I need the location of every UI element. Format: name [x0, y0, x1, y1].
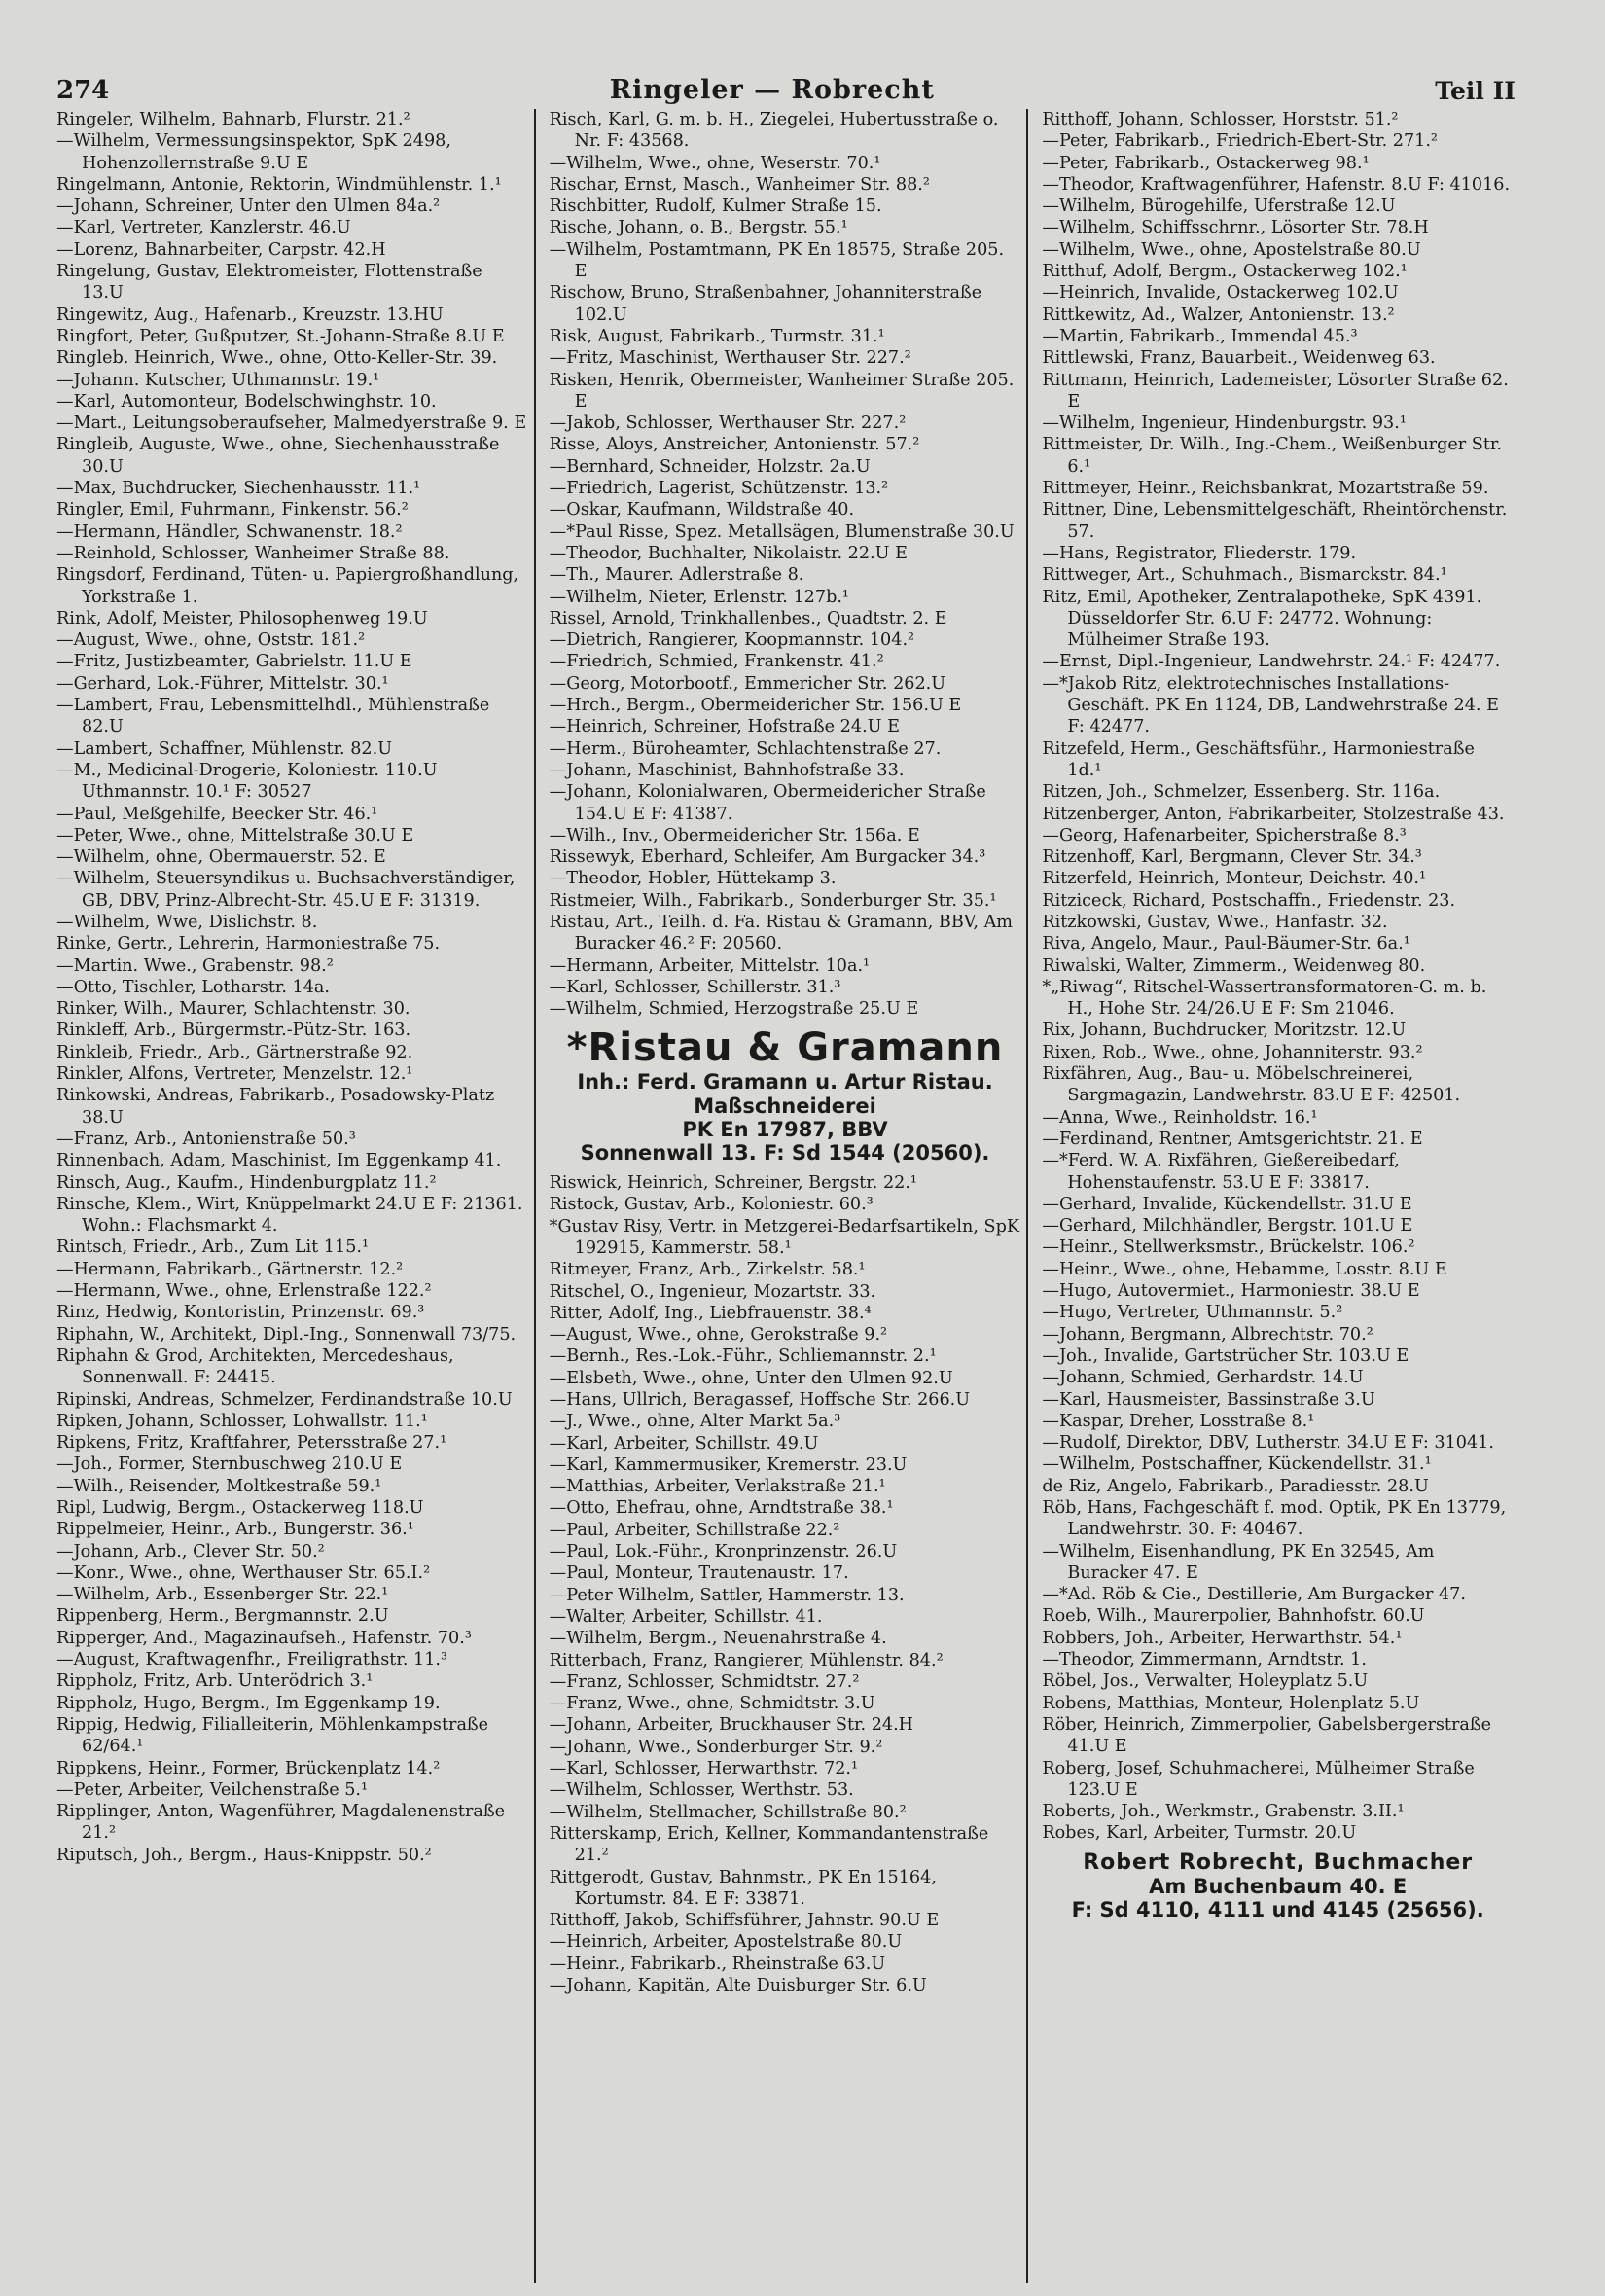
- directory-entry: Ripinski, Andreas, Schmelzer, Ferdinandstraße 10.U: [56, 1389, 513, 1410]
- directory-entry: —Peter Wilhelm, Sattler, Hammerstr. 13.: [549, 1585, 905, 1605]
- directory-entry: Rinsch, Aug., Kaufm., Hindenburgplatz 11.²: [56, 1172, 437, 1193]
- directory-entry: Ringelmann, Antonie, Rektorin, Windmühlenstr. 1.¹: [56, 174, 502, 195]
- directory-entry: —Franz, Wwe., ohne, Schmidtstr. 3.U: [549, 1694, 875, 1714]
- directory-entry: Ritmeyer, Franz, Arb., Zirkelstr. 58.¹: [549, 1260, 866, 1280]
- directory-entry: —Johann, Kapitän, Alte Duisburger Str. 6.U: [549, 1976, 927, 1996]
- directory-entry: —Elsbeth, Wwe., ohne, Unter den Ulmen 92.U: [549, 1368, 953, 1388]
- directory-entry: —Peter, Wwe., ohne, Mittelstraße 30.U E: [56, 825, 414, 845]
- directory-entry: Ringleb. Heinrich, Wwe., ohne, Otto-Keller-Str. 39.: [56, 348, 498, 369]
- directory-entry: —Mart., Leitungsoberaufseher, Malmedyerstraße 9. E: [56, 413, 527, 434]
- directory-entry: Risk, August, Fabrikarb., Turmstr. 31.¹: [549, 326, 885, 346]
- directory-entry: —Reinhold, Schlosser, Wanheimer Straße 88.: [56, 543, 450, 563]
- directory-entry: Ritzkowski, Gustav, Wwe., Hanfastr. 32.: [1042, 912, 1388, 932]
- directory-entry: —Dietrich, Rangierer, Koopmannstr. 104.²: [549, 630, 915, 651]
- directory-entry: —Hermann, Arbeiter, Mittelstr. 10a.¹: [549, 955, 871, 976]
- directory-entry: Röber, Heinrich, Zimmerpolier, Gabelsbergerstraße 41.U E: [1042, 1714, 1492, 1757]
- directory-entry: —Otto, Ehefrau, ohne, Arndtstraße 38.¹: [549, 1498, 894, 1519]
- directory-entry: Rink, Adolf, Meister, Philosophenweg 19.U: [56, 608, 428, 628]
- directory-entry: Rittmeister, Dr. Wilh., Ing.-Chem., Weißenburger Str. 6.¹: [1042, 435, 1502, 477]
- ad-line: F: Sd 4110, 4111 und 4145 (25656).: [1071, 1898, 1484, 1922]
- directory-entry: —Matthias, Arbeiter, Verlakstraße 21.¹: [549, 1477, 886, 1497]
- directory-entry: Rittmann, Heinrich, Lademeister, Lösorter Straße 62. E: [1042, 370, 1509, 412]
- directory-entry: —Franz, Arb., Antonienstraße 50.³: [56, 1129, 356, 1149]
- directory-entry: Robens, Matthias, Monteur, Holenplatz 5.U: [1042, 1693, 1420, 1713]
- directory-entry: Rittkewitz, Ad., Walzer, Antonienstr. 13.²: [1042, 305, 1395, 325]
- directory-entry: Ritthoff, Jakob, Schiffsführer, Jahnstr. 90.U E: [549, 1911, 940, 1931]
- directory-entry: —Johann, Wwe., Sonderburger Str. 9.²: [549, 1737, 883, 1757]
- directory-entry: —August, Kraftwagenfhr., Freiligrathstr. 11.³: [56, 1650, 448, 1670]
- directory-entry: *Gustav Risy, Vertr. in Metzgerei-Bedarfsartikeln, SpK 192915, Kammerstr. 58.¹: [549, 1216, 1020, 1258]
- directory-entry: Rix, Johann, Buchdrucker, Moritzstr. 12.U: [1042, 1021, 1407, 1041]
- ad-line: Maßschneiderei: [694, 1094, 876, 1118]
- directory-entry: Ringewitz, Aug., Hafenarb., Kreuzstr. 13.HU: [56, 305, 444, 325]
- directory-entry: Ripkens, Fritz, Kraftfahrer, Petersstraße 27.¹: [56, 1433, 447, 1453]
- directory-entry: Rischbitter, Rudolf, Kulmer Straße 15.: [549, 197, 882, 217]
- directory-entry: Ringler, Emil, Fuhrmann, Finkenstr. 56.²: [56, 500, 409, 520]
- directory-entry: Riphahn & Grod, Architekten, Mercedeshaus, Sonnenwall. F: 24415.: [56, 1345, 454, 1388]
- directory-entry: Ritzerfeld, Heinrich, Monteur, Deichstr. 40.¹: [1042, 869, 1427, 889]
- directory-entry: Riswick, Heinrich, Schreiner, Bergstr. 22.¹: [549, 1173, 917, 1194]
- directory-entry: —Wilhelm, Ingenieur, Hindenburgstr. 93.¹: [1042, 413, 1407, 434]
- directory-entry: —Friedrich, Schmied, Frankenstr. 41.²: [549, 652, 884, 672]
- directory-entry: —J., Wwe., ohne, Alter Markt 5a.³: [549, 1412, 841, 1432]
- directory-entry: —Karl, Schlosser, Herwarthstr. 72.¹: [549, 1759, 859, 1779]
- directory-entry: Ripplinger, Anton, Wagenführer, Magdalenenstraße 21.²: [56, 1802, 506, 1844]
- directory-entry: Robes, Karl, Arbeiter, Turmstr. 20.U: [1042, 1823, 1357, 1844]
- directory-entry: —Heinr., Stellwerksmstr., Brückelstr. 106.²: [1042, 1238, 1415, 1258]
- directory-entry: Riputsch, Joh., Bergm., Haus-Knippstr. 50.²: [56, 1845, 432, 1865]
- directory-entry: Rippig, Hedwig, Filialleiterin, Möhlenkampstraße 62/64.¹: [56, 1714, 489, 1757]
- directory-entry: —Wilhelm, Stellmacher, Schillstraße 80.²: [549, 1802, 907, 1822]
- directory-entry: —Hermann, Wwe., ohne, Erlenstraße 122.²: [56, 1281, 432, 1302]
- directory-entry: *„Riwag“, Ritschel-Wassertransformatoren-G. m. b. H., Hohe Str. 24/26.U E F: Sm 21046.: [1042, 977, 1487, 1020]
- directory-entry: —Wilhelm, Postschaffner, Kückendellstr. 31.¹: [1042, 1454, 1432, 1475]
- directory-entry: Roberts, Joh., Werkmstr., Grabenstr. 3.II.¹: [1042, 1802, 1405, 1822]
- directory-entry: Ritterskamp, Erich, Kellner, Kommandantenstraße 21.²: [549, 1823, 989, 1866]
- directory-entry: —*Ferd. W. A. Rixfähren, Gießereibedarf, Hohenstaufenstr. 53.U E F: 33817.: [1042, 1151, 1400, 1193]
- directory-entry: —Ferdinand, Rentner, Amtsgerichtstr. 21. E: [1042, 1129, 1423, 1149]
- directory-entry: —Karl, Schlosser, Schillerstr. 31.³: [549, 977, 841, 997]
- directory-entry: —Fritz, Maschinist, Werthauser Str. 227.²: [549, 348, 911, 369]
- directory-entry: —Lambert, Schaffner, Mühlenstr. 82.U: [56, 738, 393, 759]
- directory-entry: —Jakob, Schlosser, Werthauser Str. 227.²: [549, 413, 907, 434]
- directory-entry: Ringleib, Auguste, Wwe., ohne, Siechenhausstraße 30.U: [56, 435, 500, 477]
- directory-entry: Rissewyk, Eberhard, Schleifer, Am Burgacker 34.³: [549, 847, 986, 868]
- directory-entry: —Karl, Kammermusiker, Kremerstr. 23.U: [549, 1454, 908, 1475]
- directory-entry: Ristau, Art., Teilh. d. Fa. Ristau & Gramann, BBV, Am Buracker 46.² F: 20560.: [549, 912, 1013, 954]
- directory-entry: Ritzefeld, Herm., Geschäftsführ., Harmoniestraße 1d.¹: [1042, 738, 1475, 780]
- directory-entry: Ringelung, Gustav, Elektromeister, Flottenstraße 13.U: [56, 262, 482, 304]
- directory-entry: Röb, Hans, Fachgeschäft f. mod. Optik, PK En 13779, Landwehrstr. 30. F: 40467.: [1042, 1498, 1507, 1540]
- directory-entry: —Johann, Arbeiter, Bruckhauser Str. 24.H: [549, 1715, 914, 1736]
- directory-entry: —Wilhelm, Bürogehilfe, Uferstraße 12.U: [1042, 197, 1396, 217]
- directory-entry: —Paul, Arbeiter, Schillstraße 22.²: [549, 1520, 840, 1540]
- directory-entry: Rische, Johann, o. B., Bergstr. 55.¹: [549, 218, 848, 238]
- directory-entry: Rittner, Dine, Lebensmittelgeschäft, Rheintörchenstr. 57.: [1042, 500, 1508, 542]
- directory-entry: —Wilhelm, Schiffsschrnr., Lösorter Str. 78.H: [1042, 218, 1429, 238]
- directory-entry: Rintsch, Friedr., Arb., Zum Lit 115.¹: [56, 1238, 370, 1258]
- ad-title: *Ristau & Gramann: [566, 1025, 1004, 1071]
- directory-entry: —Lambert, Frau, Lebensmittelhdl., Mühlenstraße 82.U: [56, 696, 490, 737]
- directory-entry: Rinkleib, Friedr., Arb., Gärtnerstraße 92.: [56, 1042, 413, 1062]
- directory-entry: —Hugo, Vertreter, Uthmannstr. 5.²: [1042, 1303, 1343, 1323]
- directory-entry: Rixen, Rob., Wwe., ohne, Johanniterstr. 93.²: [1042, 1042, 1423, 1062]
- directory-entry: Rippenberg, Herm., Bergmannstr. 2.U: [56, 1606, 389, 1627]
- column-3: [1042, 109, 1519, 2283]
- directory-entry: —Wilhelm, Bergm., Neuenahrstraße 4.: [549, 1629, 887, 1649]
- directory-entry: —Wilhelm, Wwe., ohne, Apostelstraße 80.U: [1042, 239, 1421, 260]
- directory-entry: —Johann, Kolonialwaren, Obermeidericher Straße 154.U E F: 41387.: [549, 782, 986, 824]
- directory-entry: —Georg, Hafenarbeiter, Spicherstraße 8.³: [1042, 825, 1407, 845]
- directory-entry: —Johann, Schmied, Gerhardstr. 14.U: [1042, 1368, 1364, 1388]
- directory-entry: —Karl, Vertreter, Kanzlerstr. 46.U: [56, 218, 351, 238]
- directory-entry: —Heinrich, Schreiner, Hofstraße 24.U E: [549, 717, 900, 737]
- directory-entry: Roberg, Josef, Schuhmacherei, Mülheimer Straße 123.U E: [1042, 1758, 1475, 1800]
- directory-entry: —Peter, Fabrikarb., Friedrich-Ebert-Str. 271.²: [1042, 131, 1438, 152]
- directory-entry: —Wilhelm, Postamtmann, PK En 18575, Straße 205. E: [549, 239, 1005, 282]
- directory-entry: Röbel, Jos., Verwalter, Holeyplatz 5.U: [1042, 1671, 1369, 1692]
- directory-entry: —August, Wwe., ohne, Gerokstraße 9.²: [549, 1325, 888, 1345]
- directory-entry: —Paul, Meßgehilfe, Beecker Str. 46.¹: [56, 804, 378, 824]
- directory-entry: Ritzen, Joh., Schmelzer, Essenberg. Str. 116a.: [1042, 782, 1441, 803]
- directory-entry: —*Ad. Röb & Cie., Destillerie, Am Burgacker 47.: [1042, 1585, 1466, 1605]
- directory-entry: —Heinrich, Invalide, Ostackerweg 102.U: [1042, 283, 1399, 304]
- advertisement: [1042, 1850, 1514, 1922]
- advertisement: [550, 1025, 1021, 1165]
- directory-entry: —Wilhelm, ohne, Obermauerstr. 52. E: [56, 847, 386, 868]
- directory-entry: —Hermann, Fabrikarb., Gärtnerstr. 12.²: [56, 1259, 404, 1279]
- directory-entry: Rittweger, Art., Schuhmach., Bismarckstr. 84.¹: [1042, 565, 1447, 586]
- directory-entry: Rinker, Wilh., Maurer, Schlachtenstr. 30.: [56, 999, 410, 1020]
- directory-entry: —Bernhard, Schneider, Holzstr. 2a.U: [549, 456, 871, 477]
- directory-entry: —Ernst, Dipl.-Ingenieur, Landwehrstr. 24.¹ F: 42477.: [1042, 652, 1501, 672]
- directory-entry: —Wilh., Reisender, Moltkestraße 59.¹: [56, 1476, 382, 1496]
- directory-entry: —Theodor, Kraftwagenführer, Hafenstr. 8.U F: 41016.: [1042, 174, 1511, 195]
- directory-entry: Roeb, Wilh., Maurerpolier, Bahnhofstr. 60.U: [1042, 1606, 1425, 1627]
- directory-entry: —August, Wwe., ohne, Oststr. 181.²: [56, 630, 366, 651]
- directory-entry: —Franz, Schlosser, Schmidtstr. 27.²: [549, 1671, 860, 1692]
- directory-entry: —Hans, Registrator, Fliederstr. 179.: [1042, 543, 1357, 563]
- directory-entry: —Konr., Wwe., ohne, Werthauser Str. 65.I.²: [56, 1562, 431, 1583]
- directory-entry: —Joh., Invalide, Gartstrücher Str. 103.U E: [1042, 1345, 1409, 1366]
- page-title: Ringeler — Robrecht: [609, 75, 935, 105]
- directory-entry: —*Jakob Ritz, elektrotechnisches Installations-Geschäft. PK En 1124, DB, Landwehrstraße 24. E F: 42477.: [1042, 673, 1499, 737]
- page-number: 274: [56, 76, 110, 105]
- directory-entry: Rinz, Hedwig, Kontoristin, Prinzenstr. 69.³: [56, 1303, 425, 1323]
- directory-entry: Rinkowski, Andreas, Fabrikarb., Posadowsky-Platz 38.U: [56, 1086, 495, 1128]
- directory-entry: de Riz, Angelo, Fabrikarb., Paradiesstr. 28.U: [1042, 1476, 1429, 1496]
- directory-entry: Ritz, Emil, Apotheker, Zentralapotheke, SpK 4391. Düsseldorfer Str. 6.U F: 24772. Wohnung: Mülheimer Straße 193.: [1042, 587, 1482, 651]
- directory-entry: Rittlewski, Franz, Bauarbeit., Weidenweg 63.: [1042, 348, 1436, 369]
- directory-entry: —Wilh., Inv., Obermeidericher Str. 156a. E: [549, 825, 920, 845]
- directory-entry: Ritthoff, Johann, Schlosser, Horststr. 51.²: [1042, 110, 1399, 129]
- directory-entry: Riwalski, Walter, Zimmerm., Weidenweg 80.: [1042, 955, 1426, 976]
- directory-entry: Rischar, Ernst, Masch., Wanheimer Str. 88.²: [549, 174, 930, 195]
- columns: [56, 109, 1519, 2283]
- directory-entry: Rippelmeier, Heinr., Arb., Bungerstr. 36.¹: [56, 1520, 414, 1540]
- directory-entry: —Kaspar, Dreher, Losstraße 8.¹: [1042, 1411, 1315, 1431]
- directory-entry: —Hugo, Autovermiet., Harmoniestr. 38.U E: [1042, 1281, 1420, 1302]
- directory-entry: —Johann, Maschinist, Bahnhofstraße 33.: [549, 760, 905, 780]
- directory-entry: —Johann, Arb., Clever Str. 50.²: [56, 1541, 325, 1561]
- directory-entry: Rinke, Gertr., Lehrerin, Harmoniestraße 75.: [56, 934, 441, 954]
- directory-entry: Rissel, Arnold, Trinkhallenbes., Quadtstr. 2. E: [549, 608, 947, 628]
- directory-entry: —Hrch., Bergm., Obermeidericher Str. 156.U E: [549, 696, 962, 716]
- directory-entry: —Wilhelm, Wwe, Dislichstr. 8.: [56, 912, 318, 932]
- directory-entry: —Karl, Arbeiter, Schillstr. 49.U: [549, 1433, 819, 1453]
- directory-entry: —Paul, Monteur, Trautenaustr. 17.: [549, 1563, 849, 1584]
- directory-entry: —Wilhelm, Eisenhandlung, PK En 32545, Am Buracker 47. E: [1042, 1541, 1435, 1583]
- directory-entry: —*Paul Risse, Spez. Metallsägen, Blumenstraße 30.U: [549, 521, 1015, 542]
- directory-entry: Rippholz, Fritz, Arb. Unterödrich 3.¹: [56, 1671, 374, 1692]
- directory-entry: Riva, Angelo, Maur., Paul-Bäumer-Str. 6a.¹: [1042, 934, 1410, 954]
- directory-entry: —Herm., Büroheamter, Schlachtenstraße 27.: [549, 738, 942, 759]
- directory-entry: —Wilhelm, Schlosser, Werthstr. 53.: [549, 1780, 854, 1801]
- directory-entry: Rischow, Bruno, Straßenbahner, Johanniterstraße 102.U: [549, 283, 982, 325]
- directory-entry: Rinsche, Klem., Wirt, Knüppelmarkt 24.U E F: 21361. Wohn.: Flachsmarkt 4.: [56, 1194, 523, 1237]
- directory-entry: —Joh., Former, Sternbuschweg 210.U E: [56, 1454, 403, 1475]
- directory-entry: —Max, Buchdrucker, Siechenhausstr. 11.¹: [56, 479, 421, 499]
- directory-entry: Ritthuf, Adolf, Bergm., Ostackerweg 102.¹: [1042, 262, 1408, 282]
- directory-entry: —Hermann, Händler, Schwanenstr. 18.²: [56, 521, 403, 542]
- part-label: Teil II: [1435, 77, 1516, 105]
- directory-entry: —Otto, Tischler, Lotharstr. 14a.: [56, 977, 331, 997]
- directory-entry: —Wilhelm, Arb., Essenberger Str. 22.¹: [56, 1585, 389, 1605]
- directory-entry: Ritzenhoff, Karl, Bergmann, Clever Str. 34.³: [1042, 847, 1422, 868]
- directory-entry: —Gerhard, Lok.-Führer, Mittelstr. 30.¹: [56, 673, 389, 694]
- directory-entry: Rixfähren, Aug., Bau- u. Möbelschreinerei, Sargmagazin, Landwehrstr. 83.U E F: 42501.: [1042, 1064, 1461, 1106]
- directory-entry: Rippkens, Heinr., Former, Brückenplatz 14.²: [56, 1758, 441, 1778]
- directory-entry: Riphahn, W., Architekt, Dipl.-Ing., Sonnenwall 73/75.: [56, 1324, 517, 1345]
- directory-entry: Ringeler, Wilhelm, Bahnarb, Flurstr. 21.²: [56, 110, 410, 129]
- directory-entry: —Heinr., Wwe., ohne, Hebamme, Losstr. 8.U E: [1042, 1259, 1447, 1279]
- directory-entry: Rittgerodt, Gustav, Bahnmstr., PK En 15164, Kortumstr. 84. E F: 33871.: [549, 1867, 937, 1909]
- column-1: [56, 109, 536, 2283]
- ad-line: Inh.: Ferd. Gramann u. Artur Ristau.: [577, 1070, 993, 1094]
- directory-entry: —Rudolf, Direktor, DBV, Lutherstr. 34.U E F: 31041.: [1042, 1433, 1494, 1453]
- directory-entry: Robbers, Joh., Arbeiter, Herwarthstr. 54.¹: [1042, 1628, 1403, 1648]
- directory-entry: —Gerhard, Milchhändler, Bergstr. 101.U E: [1042, 1216, 1413, 1237]
- directory-entry: Ritter, Adolf, Ing., Liebfrauenstr. 38.⁴: [549, 1303, 872, 1323]
- directory-entry: —Anna, Wwe., Reinholdstr. 16.¹: [1042, 1107, 1318, 1128]
- directory-entry: Ripperger, And., Magazinaufseh., Hafenstr. 70.³: [56, 1628, 472, 1648]
- directory-entry: —Wilhelm, Schmied, Herzogstraße 25.U E: [549, 999, 919, 1020]
- directory-entry: Risse, Aloys, Anstreicher, Antonienstr. 57.²: [549, 435, 920, 455]
- directory-entry: Ringsdorf, Ferdinand, Tüten- u. Papiergroßhandlung, Yorkstraße 1.: [56, 565, 519, 607]
- column-2: [550, 109, 1029, 2283]
- directory-entry: Rinnenbach, Adam, Maschinist, Im Eggenkamp 41.: [56, 1151, 502, 1171]
- directory-entry: —Wilhelm, Wwe., ohne, Weserstr. 70.¹: [549, 153, 881, 173]
- directory-entry: —Gerhard, Invalide, Kückendellstr. 31.U E: [1042, 1194, 1412, 1214]
- directory-entry: —Heinr., Fabrikarb., Rheinstraße 63.U: [549, 1954, 886, 1974]
- directory-entry: —Georg, Motorbootf., Emmericher Str. 262.U: [549, 673, 946, 694]
- directory-entry: Ripken, Johann, Schlosser, Lohwallstr. 11.¹: [56, 1411, 428, 1431]
- directory-entry: —Paul, Lok.-Führ., Kronprinzenstr. 26.U: [549, 1542, 898, 1562]
- directory-entry: —Peter, Fabrikarb., Ostackerweg 98.¹: [1042, 153, 1370, 173]
- ad-line: PK En 17987, BBV: [682, 1117, 888, 1141]
- directory-entry: —Johann, Bergmann, Albrechtstr. 70.²: [1042, 1324, 1373, 1345]
- ad-line: Sonnenwall 13. F: Sd 1544 (20560).: [580, 1140, 990, 1165]
- directory-entry: —Wilhelm, Vermessungsinspektor, SpK 2498, Hohenzollernstraße 9.U E: [56, 131, 451, 173]
- directory-entry: Ritzenberger, Anton, Fabrikarbeiter, Stolzestraße 43.: [1042, 804, 1505, 824]
- directory-entry: —Karl, Automonteur, Bodelschwinghstr. 10.: [56, 391, 437, 412]
- directory-entry: —Theodor, Buchhalter, Nikolaistr. 22.U E: [549, 543, 908, 563]
- page-header: [56, 60, 1516, 105]
- directory-entry: Ritschel, O., Ingenieur, Mozartstr. 33.: [549, 1281, 876, 1302]
- directory-entry: —Bernh., Res.-Lok.-Führ., Schliemannstr. 2.¹: [549, 1346, 937, 1367]
- directory-entry: Ripl, Ludwig, Bergm., Ostackerweg 118.U: [56, 1498, 424, 1518]
- directory-entry: —Theodor, Hobler, Hüttekamp 3.: [549, 869, 837, 889]
- directory-entry: Ristmeier, Wilh., Fabrikarb., Sonderburger Str. 35.¹: [549, 890, 997, 911]
- directory-entry: —Wilhelm, Nieter, Erlenstr. 127b.¹: [549, 587, 849, 607]
- directory-entry: —Th., Maurer. Adlerstraße 8.: [549, 565, 804, 586]
- directory-entry: —Friedrich, Lagerist, Schützenstr. 13.²: [549, 479, 889, 499]
- directory-entry: —Peter, Arbeiter, Veilchenstraße 5.¹: [56, 1779, 369, 1800]
- directory-entry: —Fritz, Justizbeamter, Gabrielstr. 11.U E: [56, 652, 412, 672]
- ad-title: Robert Robrecht, Buchmacher: [1083, 1849, 1474, 1875]
- directory-entry: —Oskar, Kaufmann, Wildstraße 40.: [549, 500, 855, 520]
- directory-entry: —Martin, Fabrikarb., Immendal 45.³: [1042, 326, 1358, 346]
- ad-line: Am Buchenbaum 40. E: [1149, 1875, 1408, 1899]
- directory-entry: Rinkler, Alfons, Vertreter, Menzelstr. 12.¹: [56, 1064, 413, 1085]
- directory-entry: Ritziceck, Richard, Postschaffn., Friedenstr. 23.: [1042, 890, 1456, 911]
- directory-entry: Rippholz, Hugo, Bergm., Im Eggenkamp 19.: [56, 1693, 441, 1713]
- directory-entry: Ristock, Gustav, Arb., Koloniestr. 60.³: [549, 1195, 874, 1215]
- directory-entry: Ritterbach, Franz, Rangierer, Mühlenstr. 84.²: [549, 1650, 944, 1670]
- directory-entry: —Karl, Hausmeister, Bassinstraße 3.U: [1042, 1389, 1375, 1410]
- directory-entry: Risken, Henrik, Obermeister, Wanheimer Straße 205. E: [549, 370, 1015, 412]
- directory-entry: —Heinrich, Arbeiter, Apostelstraße 80.U: [549, 1932, 903, 1953]
- directory-entry: Rinkleff, Arb., Bürgermstr.-Pütz-Str. 163.: [56, 1021, 411, 1041]
- directory-entry: —Walter, Arbeiter, Schillstr. 41.: [549, 1606, 823, 1627]
- directory-entry: Risch, Karl, G. m. b. H., Ziegelei, Hubertusstraße o. Nr. F: 43568.: [549, 110, 999, 152]
- directory-entry: Rittmeyer, Heinr., Reichsbankrat, Mozartstraße 59.: [1042, 479, 1489, 499]
- directory-entry: —Johann. Kutscher, Uthmannstr. 19.¹: [56, 370, 380, 390]
- directory-entry: Ringfort, Peter, Gußputzer, St.-Johann-Straße 8.U E: [56, 326, 505, 346]
- directory-entry: —Lorenz, Bahnarbeiter, Carpstr. 42.H: [56, 239, 386, 260]
- directory-entry: —Martin. Wwe., Grabenstr. 98.²: [56, 955, 334, 976]
- directory-entry: —Hans, Ullrich, Beragassef, Hoffsche Str. 266.U: [549, 1390, 971, 1410]
- directory-entry: —M., Medicinal-Drogerie, Koloniestr. 110.U Uthmannstr. 10.¹ F: 30527: [56, 760, 438, 803]
- directory-entry: —Theodor, Zimmermann, Arndtstr. 1.: [1042, 1650, 1367, 1670]
- directory-entry: —Wilhelm, Steuersyndikus u. Buchsachverständiger, GB, DBV, Prinz-Albrecht-Str. 45.U E F: 31319.: [56, 869, 516, 911]
- directory-entry: —Johann, Schreiner, Unter den Ulmen 84a.²: [56, 197, 441, 217]
